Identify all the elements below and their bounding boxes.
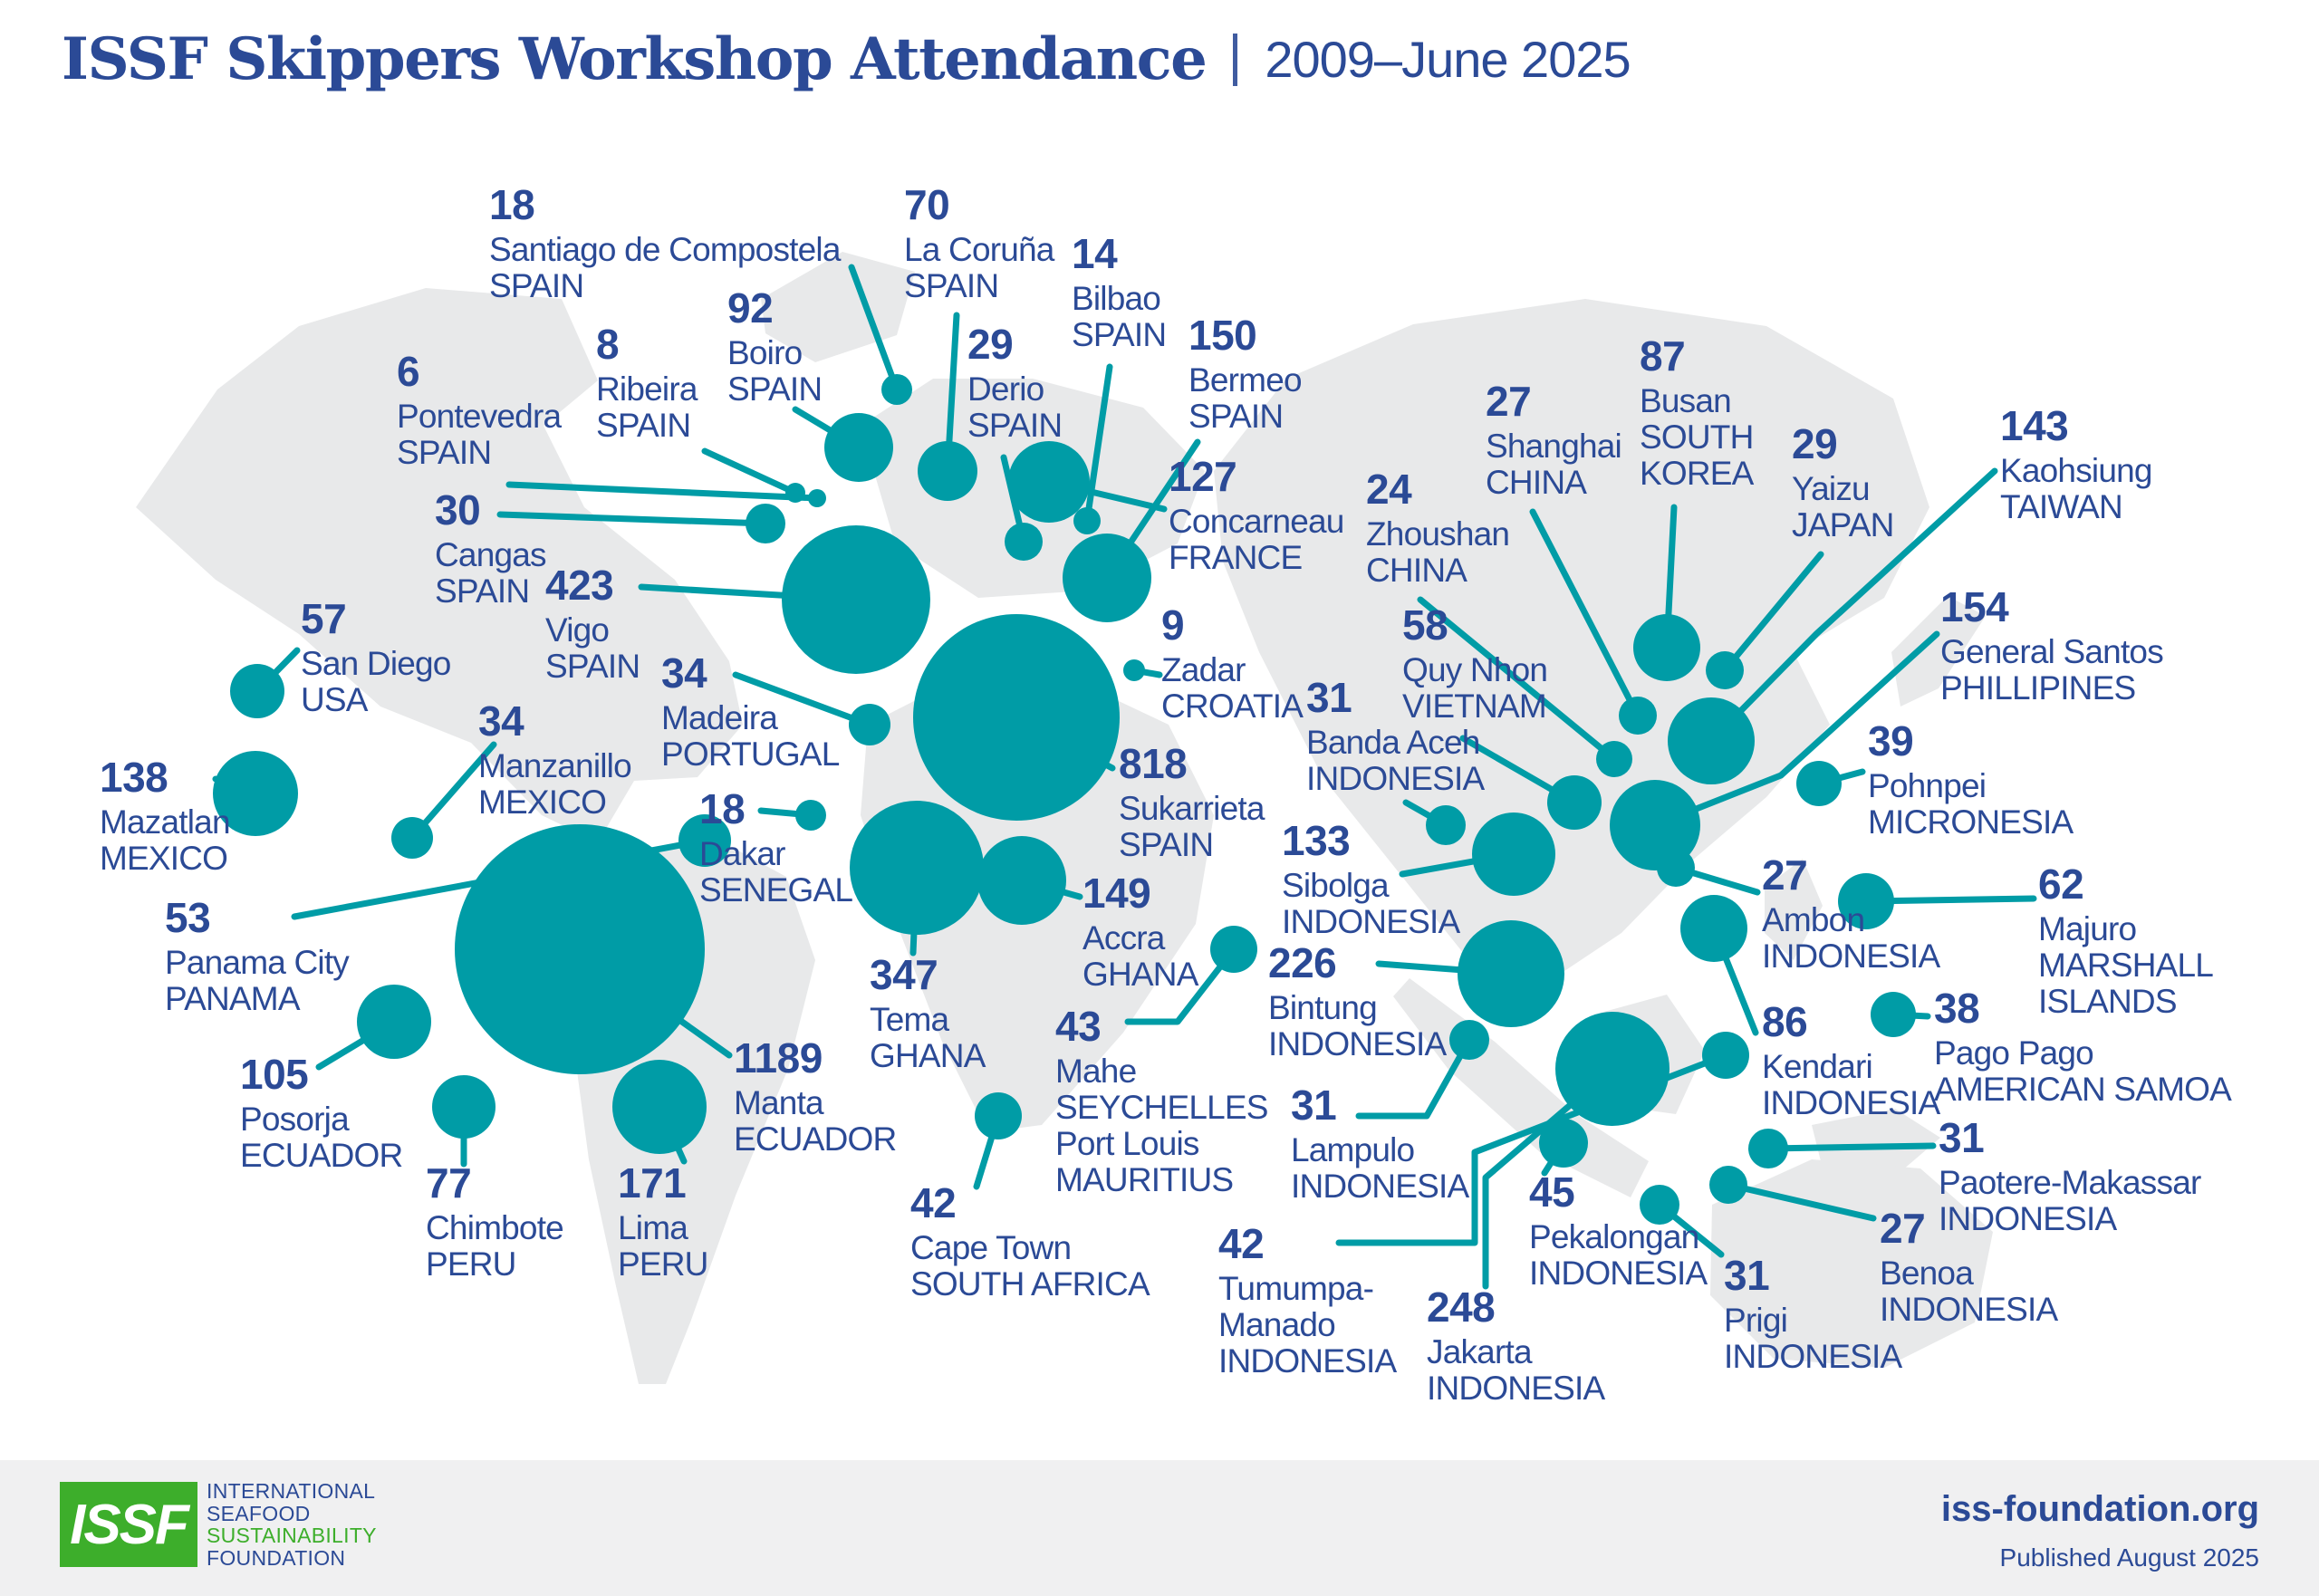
label-mazatlan-text: MEXICO	[100, 840, 228, 877]
label-cape-town-text: Cape Town	[910, 1229, 1072, 1266]
label-pontevedra-value: 6	[397, 348, 420, 395]
label-la-coru-a-text: SPAIN	[904, 267, 999, 304]
bubble-lampulo	[1449, 1020, 1489, 1060]
label-ambon	[1762, 851, 1940, 975]
label-panama-city-value: 53	[165, 894, 211, 941]
bubble-ambon	[1657, 849, 1695, 887]
label-general-santos-value: 154	[1940, 583, 2009, 630]
label-ambon-text: Ambon	[1762, 901, 1865, 938]
bubble-cangas	[746, 504, 785, 543]
bubble-pago-pago	[1871, 992, 1916, 1037]
label-ambon-value: 27	[1762, 851, 1808, 899]
bubble-kendari	[1680, 895, 1747, 962]
label-mahe-port-louis-text: MAURITIUS	[1055, 1161, 1234, 1198]
connector-ribeira	[705, 451, 795, 493]
label-majuro-value: 62	[2038, 860, 2084, 908]
label-zadar-text: Zadar	[1161, 651, 1246, 688]
label-bilbao-text: SPAIN	[1072, 316, 1167, 353]
org-name	[207, 1480, 377, 1569]
label-cangas-value: 30	[435, 486, 481, 534]
label-busan-text: SOUTH	[1640, 418, 1754, 456]
bubble-lima	[612, 1060, 707, 1154]
label-tumumpa-manado-text: Manado	[1218, 1306, 1335, 1343]
label-bermeo-value: 150	[1188, 312, 1257, 359]
title-divider	[1233, 34, 1237, 86]
label-yaizu-text: JAPAN	[1792, 506, 1894, 543]
bubble-bermeo	[1063, 534, 1151, 622]
label-quy-nhon-value: 58	[1402, 601, 1448, 649]
bubble-dakar	[795, 800, 826, 831]
label-general-santos-text: PHILLIPINES	[1940, 669, 2136, 707]
label-bilbao	[1072, 230, 1166, 353]
bubble-sibolga	[1472, 812, 1555, 896]
label-la-coru-a	[904, 181, 1055, 304]
bubble-chimbote	[432, 1075, 496, 1139]
label-mahe-port-louis-text: SEYCHELLES	[1055, 1089, 1268, 1126]
label-mahe-port-louis-text: Port Louis	[1055, 1125, 1199, 1162]
website-url: iss-foundation.org	[1940, 1489, 2259, 1529]
bubble-ribeira	[785, 483, 805, 503]
label-chimbote	[426, 1159, 563, 1283]
label-pohnpei-text: Pohnpei	[1868, 767, 1987, 804]
label-derio	[967, 321, 1062, 444]
label-manta-value: 1189	[734, 1034, 823, 1082]
label-tema-text: GHANA	[870, 1037, 986, 1074]
bubble-yaizu	[1706, 651, 1744, 689]
issf-logo	[60, 1482, 197, 1567]
label-shanghai-text: CHINA	[1486, 464, 1587, 501]
label-panama-city-text: PANAMA	[165, 980, 300, 1017]
bubble-vigo	[782, 525, 930, 674]
bubble-boiro	[824, 413, 893, 482]
label-zhoushan-text: CHINA	[1366, 552, 1467, 589]
label-tema-value: 347	[870, 951, 938, 998]
label-concarneau-value: 127	[1169, 453, 1237, 500]
label-kendari-text: INDONESIA	[1762, 1084, 1940, 1121]
page-title: ISSF Skippers Workshop Attendance	[62, 25, 1207, 93]
label-zadar-text: CROATIA	[1161, 687, 1304, 725]
label-san-diego-value: 57	[301, 595, 347, 642]
label-quy-nhon-text: VIETNAM	[1402, 687, 1546, 725]
label-ribeira-text: SPAIN	[596, 407, 691, 444]
label-prigi-text: INDONESIA	[1724, 1338, 1902, 1375]
label-vigo-value: 423	[545, 562, 614, 609]
label-jakarta	[1427, 1284, 1605, 1407]
label-manzanillo-value: 34	[478, 697, 524, 745]
label-cangas-text: SPAIN	[435, 572, 530, 610]
label-derio-value: 29	[967, 321, 1014, 368]
label-tema-text: Tema	[870, 1001, 949, 1038]
date-range: 2009–June 2025	[1265, 31, 1631, 88]
label-dakar-text: Dakar	[699, 835, 785, 872]
bubble-benoa	[1709, 1166, 1747, 1204]
label-sibolga-text: INDONESIA	[1282, 903, 1460, 940]
label-accra-value: 149	[1083, 870, 1151, 917]
label-ribeira	[596, 321, 698, 444]
published-date: Published August 2025	[1999, 1543, 2259, 1572]
label-panama-city-text: Panama City	[165, 944, 350, 981]
label-kaohsiung-text: TAIWAN	[2000, 488, 2122, 525]
label-tumumpa-manado-text: INDONESIA	[1218, 1342, 1397, 1380]
label-concarneau-text: Concarneau	[1169, 503, 1344, 540]
label-pago-pago-text: Pago Pago	[1934, 1034, 2093, 1072]
label-sukarrieta-value: 818	[1119, 740, 1188, 787]
label-yaizu-value: 29	[1792, 420, 1838, 467]
label-ambon-text: INDONESIA	[1762, 937, 1940, 975]
bubble-la-coru-a	[918, 441, 977, 501]
label-pohnpei-text: MICRONESIA	[1868, 803, 2074, 841]
label-yaizu-text: Yaizu	[1792, 470, 1870, 507]
label-mazatlan-value: 138	[100, 754, 168, 801]
label-accra-text: Accra	[1083, 919, 1165, 957]
label-pohnpei-value: 39	[1868, 717, 1914, 764]
label-shanghai-text: Shanghai	[1486, 428, 1621, 465]
label-boiro-value: 92	[727, 284, 774, 332]
label-ribeira-text: Ribeira	[596, 370, 698, 408]
org-line-international: INTERNATIONAL	[207, 1479, 376, 1503]
label-banda-aceh-value: 31	[1306, 674, 1352, 721]
label-manta-text: Manta	[734, 1084, 823, 1121]
label-madeira-text: PORTUGAL	[661, 736, 840, 773]
label-concarneau-text: FRANCE	[1169, 539, 1303, 576]
label-paotere-makassar-value: 31	[1939, 1114, 1985, 1161]
label-bintung-text: Bintung	[1268, 989, 1377, 1026]
label-quy-nhon-text: Quy Nhon	[1402, 651, 1548, 688]
label-tumumpa-manado-text: Tumumpa-	[1218, 1270, 1374, 1307]
label-jakarta-text: INDONESIA	[1427, 1370, 1605, 1407]
label-derio-text: SPAIN	[967, 407, 1063, 444]
bubble-posorja	[357, 985, 431, 1059]
label-derio-text: Derio	[967, 370, 1044, 408]
bubble-busan	[1633, 614, 1700, 681]
label-pontevedra-text: Pontevedra	[397, 398, 562, 435]
label-santiago-de-compostela-value: 18	[489, 181, 535, 228]
label-bermeo-text: Bermeo	[1188, 361, 1302, 399]
label-busan-value: 87	[1640, 332, 1686, 380]
label-santiago-de-compostela-text: Santiago de Compostela	[489, 231, 841, 268]
label-shanghai-value: 27	[1486, 378, 1532, 425]
label-general-santos-text: General Santos	[1940, 633, 2163, 670]
issf-logo-text: ISSF	[70, 1493, 188, 1556]
label-majuro-text: Majuro	[2038, 910, 2137, 947]
label-prigi-text: Prigi	[1724, 1302, 1788, 1339]
label-busan-text: Busan	[1640, 382, 1731, 419]
bubble-pohnpei	[1796, 761, 1842, 806]
label-benoa-text: INDONESIA	[1880, 1291, 2058, 1328]
label-ribeira-value: 8	[596, 321, 620, 368]
label-zadar-value: 9	[1161, 601, 1185, 649]
bubble-manzanillo	[391, 817, 433, 859]
label-dakar-value: 18	[699, 785, 746, 832]
bubble-banda-aceh	[1426, 805, 1466, 845]
label-zhoushan-value: 24	[1366, 466, 1412, 513]
label-mahe-port-louis-value: 43	[1055, 1003, 1102, 1050]
bubble-tumumpa-manado	[1702, 1032, 1749, 1079]
label-lampulo-text: Lampulo	[1291, 1131, 1415, 1168]
label-lampulo-text: INDONESIA	[1291, 1168, 1469, 1205]
label-cape-town-value: 42	[910, 1179, 957, 1226]
label-pekalongan-text: Pekalongan	[1529, 1218, 1699, 1255]
label-cangas-text: Cangas	[435, 536, 546, 573]
bubble-zhoushan	[1596, 741, 1632, 777]
label-lima-value: 171	[618, 1159, 687, 1207]
bubble-manta	[455, 824, 705, 1074]
label-tumumpa-manado-value: 42	[1218, 1220, 1265, 1267]
label-prigi-value: 31	[1724, 1252, 1770, 1299]
label-lampulo-value: 31	[1291, 1082, 1337, 1129]
label-san-diego-text: San Diego	[301, 645, 451, 682]
label-bintung-value: 226	[1268, 939, 1337, 986]
bubble-sukarrieta	[913, 614, 1120, 821]
label-san-diego-text: USA	[301, 681, 368, 718]
bubble-concarneau	[1008, 441, 1090, 523]
label-posorja-text: ECUADOR	[240, 1137, 403, 1174]
bubble-shanghai	[1619, 697, 1657, 735]
label-jakarta-text: Jakarta	[1427, 1333, 1532, 1370]
label-mazatlan-text: Mazatlan	[100, 803, 230, 841]
label-boiro-text: Boiro	[727, 334, 803, 371]
org-line-sustainability: SUSTAINABILITY	[207, 1524, 377, 1547]
bubble-pekalongan	[1539, 1119, 1588, 1168]
label-kaohsiung-value: 143	[2000, 402, 2069, 449]
label-la-coru-a-text: La Coruña	[904, 231, 1054, 268]
bubble-bilbao	[1073, 507, 1101, 534]
label-kendari-text: Kendari	[1762, 1048, 1872, 1085]
label-pago-pago-text: AMERICAN SAMOA	[1934, 1071, 2232, 1108]
bubble-pontevedra	[808, 489, 826, 507]
label-bermeo-text: SPAIN	[1188, 398, 1284, 435]
label-banda-aceh-text: INDONESIA	[1306, 760, 1485, 797]
label-benoa-text: Benoa	[1880, 1255, 1973, 1292]
org-line-seafood: SEAFOOD	[207, 1501, 311, 1525]
label-santiago-de-compostela-text: SPAIN	[489, 267, 584, 304]
bubble-derio	[1005, 523, 1043, 561]
label-accra-text: GHANA	[1083, 956, 1198, 993]
label-bintung-text: INDONESIA	[1268, 1025, 1447, 1062]
org-line-foundation: FOUNDATION	[207, 1545, 346, 1570]
label-vigo-text: Vigo	[545, 611, 610, 649]
label-pontevedra-text: SPAIN	[397, 434, 492, 471]
label-zhoushan-text: Zhoushan	[1366, 515, 1510, 553]
label-mahe-port-louis	[1055, 1003, 1268, 1198]
label-pohnpei	[1868, 717, 2074, 841]
label-cape-town-text: SOUTH AFRICA	[910, 1265, 1150, 1303]
bubble-jakarta	[1555, 1012, 1669, 1126]
label-manzanillo-text: MEXICO	[478, 784, 607, 821]
label-madeira-value: 34	[661, 649, 707, 697]
connector-paotere-makassar	[1768, 1146, 1933, 1149]
bubble-san-diego	[230, 664, 284, 718]
label-manzanillo-text: Manzanillo	[478, 747, 631, 784]
label-lima-text: Lima	[618, 1209, 688, 1246]
label-majuro-text: MARSHALL	[2038, 947, 2214, 984]
label-mazatlan	[100, 754, 230, 877]
bubble-kaohsiung	[1668, 697, 1755, 784]
label-posorja-value: 105	[240, 1051, 309, 1098]
label-boiro-text: SPAIN	[727, 370, 823, 408]
label-banda-aceh-text: Banda Aceh	[1306, 724, 1480, 761]
bubble-accra	[977, 836, 1066, 925]
label-sukarrieta	[1119, 740, 1265, 863]
label-la-coru-a-value: 70	[904, 181, 950, 228]
label-dakar-text: SENEGAL	[699, 871, 853, 909]
bubble-santiago-de-compostela	[881, 374, 912, 405]
bubble-zadar	[1123, 659, 1145, 681]
bubble-paotere-makassar	[1748, 1129, 1788, 1168]
label-general-santos	[1940, 583, 2163, 707]
label-sibolga-text: Sibolga	[1282, 867, 1389, 904]
bubble-cape-town	[975, 1092, 1022, 1139]
label-majuro-text: ISLANDS	[2038, 983, 2177, 1020]
label-majuro	[2038, 860, 2213, 1020]
label-sukarrieta-text: Sukarrieta	[1119, 790, 1265, 827]
label-pago-pago-value: 38	[1934, 985, 1980, 1032]
label-paotere-makassar-text: Paotere-Makassar	[1939, 1164, 2201, 1201]
label-sukarrieta-text: SPAIN	[1119, 826, 1214, 863]
label-posorja-text: Posorja	[240, 1101, 349, 1138]
label-lima-text: PERU	[618, 1245, 708, 1283]
label-sibolga-value: 133	[1282, 817, 1351, 864]
bubble-madeira	[849, 704, 890, 745]
label-chimbote-text: PERU	[426, 1245, 516, 1283]
label-vigo-text: SPAIN	[545, 648, 640, 685]
label-paotere-makassar	[1939, 1114, 2201, 1237]
label-madeira-text: Madeira	[661, 699, 778, 736]
footer-bar	[0, 1460, 2319, 1596]
label-benoa-value: 27	[1880, 1205, 1926, 1252]
bubble-quy-nhon	[1547, 775, 1602, 830]
label-manta-text: ECUADOR	[734, 1120, 897, 1158]
label-busan-text: KOREA	[1640, 455, 1754, 492]
label-chimbote-text: Chimbote	[426, 1209, 563, 1246]
bubble-tema	[850, 801, 984, 935]
bubble-bintung	[1458, 920, 1564, 1027]
bubble-mahe-port-louis	[1210, 926, 1257, 973]
label-jakarta-value: 248	[1427, 1284, 1496, 1331]
label-paotere-makassar-text: INDONESIA	[1939, 1200, 2117, 1237]
label-lampulo	[1291, 1082, 1469, 1205]
label-madeira	[661, 649, 840, 773]
label-chimbote-value: 77	[426, 1159, 472, 1207]
label-kendari-value: 86	[1762, 998, 1808, 1045]
label-kaohsiung	[2000, 402, 2152, 525]
label-pekalongan-text: INDONESIA	[1529, 1255, 1708, 1292]
label-mahe-port-louis-text: Mahe	[1055, 1053, 1137, 1090]
label-bilbao-text: Bilbao	[1072, 280, 1161, 317]
label-dakar	[699, 785, 852, 909]
label-bilbao-value: 14	[1072, 230, 1118, 277]
page-header	[62, 25, 1631, 93]
label-pekalongan-value: 45	[1529, 1168, 1575, 1216]
label-kaohsiung-text: Kaohsiung	[2000, 452, 2152, 489]
